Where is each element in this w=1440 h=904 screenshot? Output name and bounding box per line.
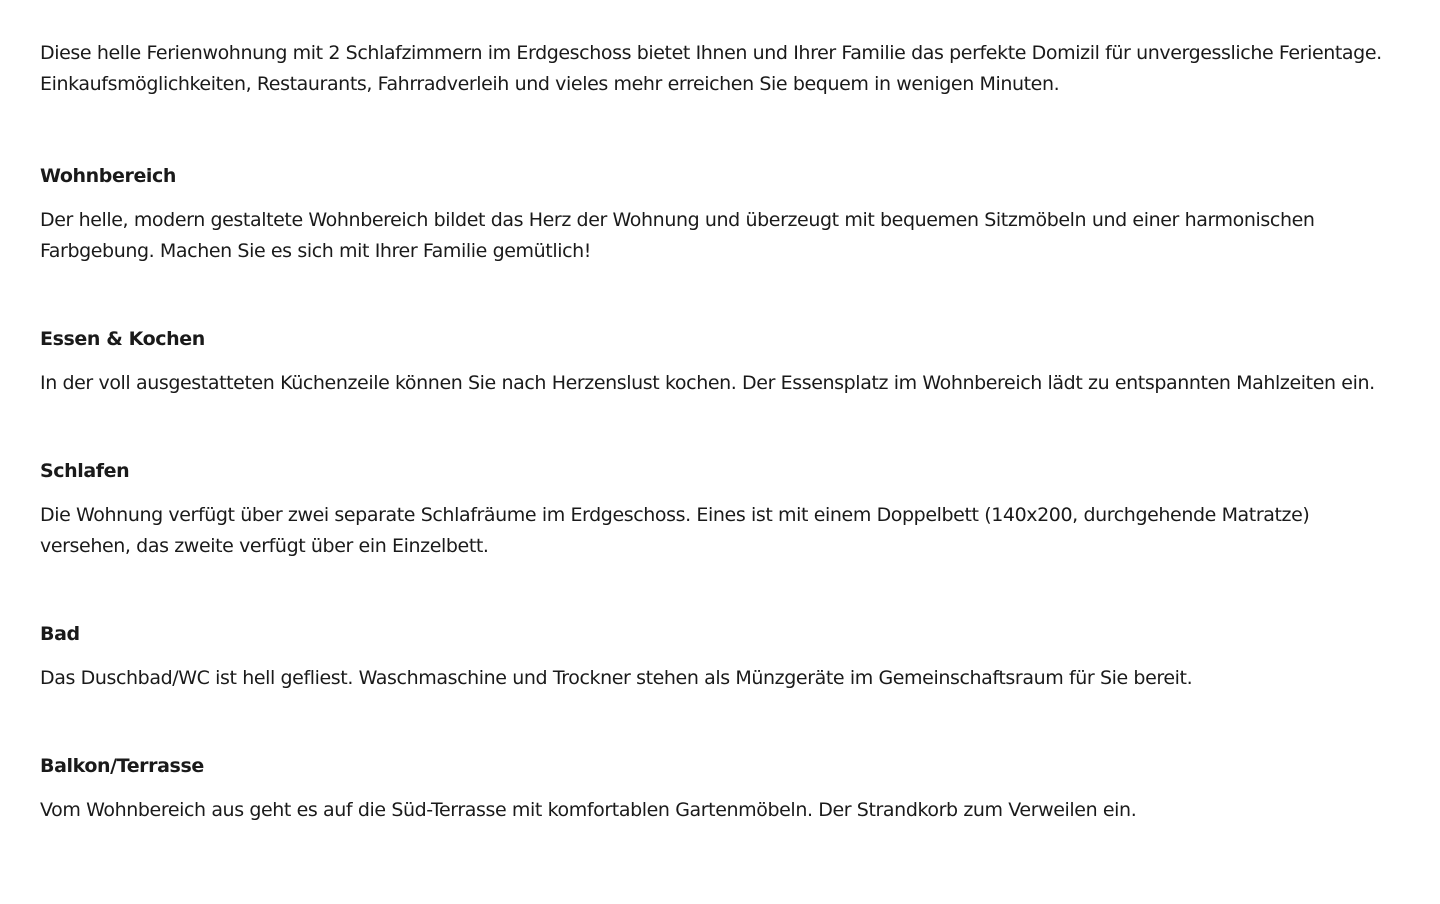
section-heading: Balkon/Terrasse	[40, 755, 204, 777]
body-line: Das Duschbad/WC ist hell gefliest. Waschmaschine und Trockner stehen als Münzgeräte im Gemeinschaftsraum für Sie bereit.	[40, 667, 1193, 689]
section-body	[40, 500, 1400, 562]
section-essen-kochen	[40, 327, 1400, 399]
body-line: versehen, das zweite verfügt über ein Einzelbett.	[40, 535, 489, 557]
body-line: Farbgebung. Machen Sie es sich mit Ihrer Familie gemütlich!	[40, 240, 592, 262]
section-body	[40, 663, 1400, 694]
section-heading: Essen & Kochen	[40, 328, 205, 350]
body-line: Vom Wohnbereich aus geht es auf die Süd-Terrasse mit komfortablen Gartenmöbeln. Der Strandkorb zum Verweilen ein.	[40, 799, 1137, 821]
section-body	[40, 205, 1400, 267]
section-schlafen	[40, 459, 1400, 562]
section-heading: Schlafen	[40, 460, 130, 482]
intro-line: Diese helle Ferienwohnung mit 2 Schlafzimmern im Erdgeschoss bietet Ihnen und Ihrer Familie das perfekte Domizil für unvergessliche Ferientage.	[40, 42, 1382, 64]
body-line: In der voll ausgestatteten Küchenzeile können Sie nach Herzenslust kochen. Der Essensplatz im Wohnbereich lädt zu entspannten Mahlzeiten ein.	[40, 372, 1375, 394]
section-body	[40, 368, 1400, 399]
body-line: Die Wohnung verfügt über zwei separate Schlafräume im Erdgeschoss. Eines ist mit einem Doppelbett (140x200, durchgehende Matratze)	[40, 504, 1310, 526]
section-heading: Bad	[40, 623, 80, 645]
section-heading: Wohnbereich	[40, 165, 177, 187]
intro-line: Einkaufsmöglichkeiten, Restaurants, Fahrradverleih und vieles mehr erreichen Sie bequem in wenigen Minuten.	[40, 73, 1060, 95]
section-bad	[40, 622, 1400, 694]
body-line: Der helle, modern gestaltete Wohnbereich bildet das Herz der Wohnung und überzeugt mit bequemen Sitzmöbeln und einer harmonischen	[40, 209, 1315, 231]
section-body	[40, 795, 1400, 826]
intro-paragraph	[40, 38, 1400, 100]
section-wohnbereich	[40, 164, 1400, 267]
section-balkon-terrasse	[40, 754, 1400, 826]
